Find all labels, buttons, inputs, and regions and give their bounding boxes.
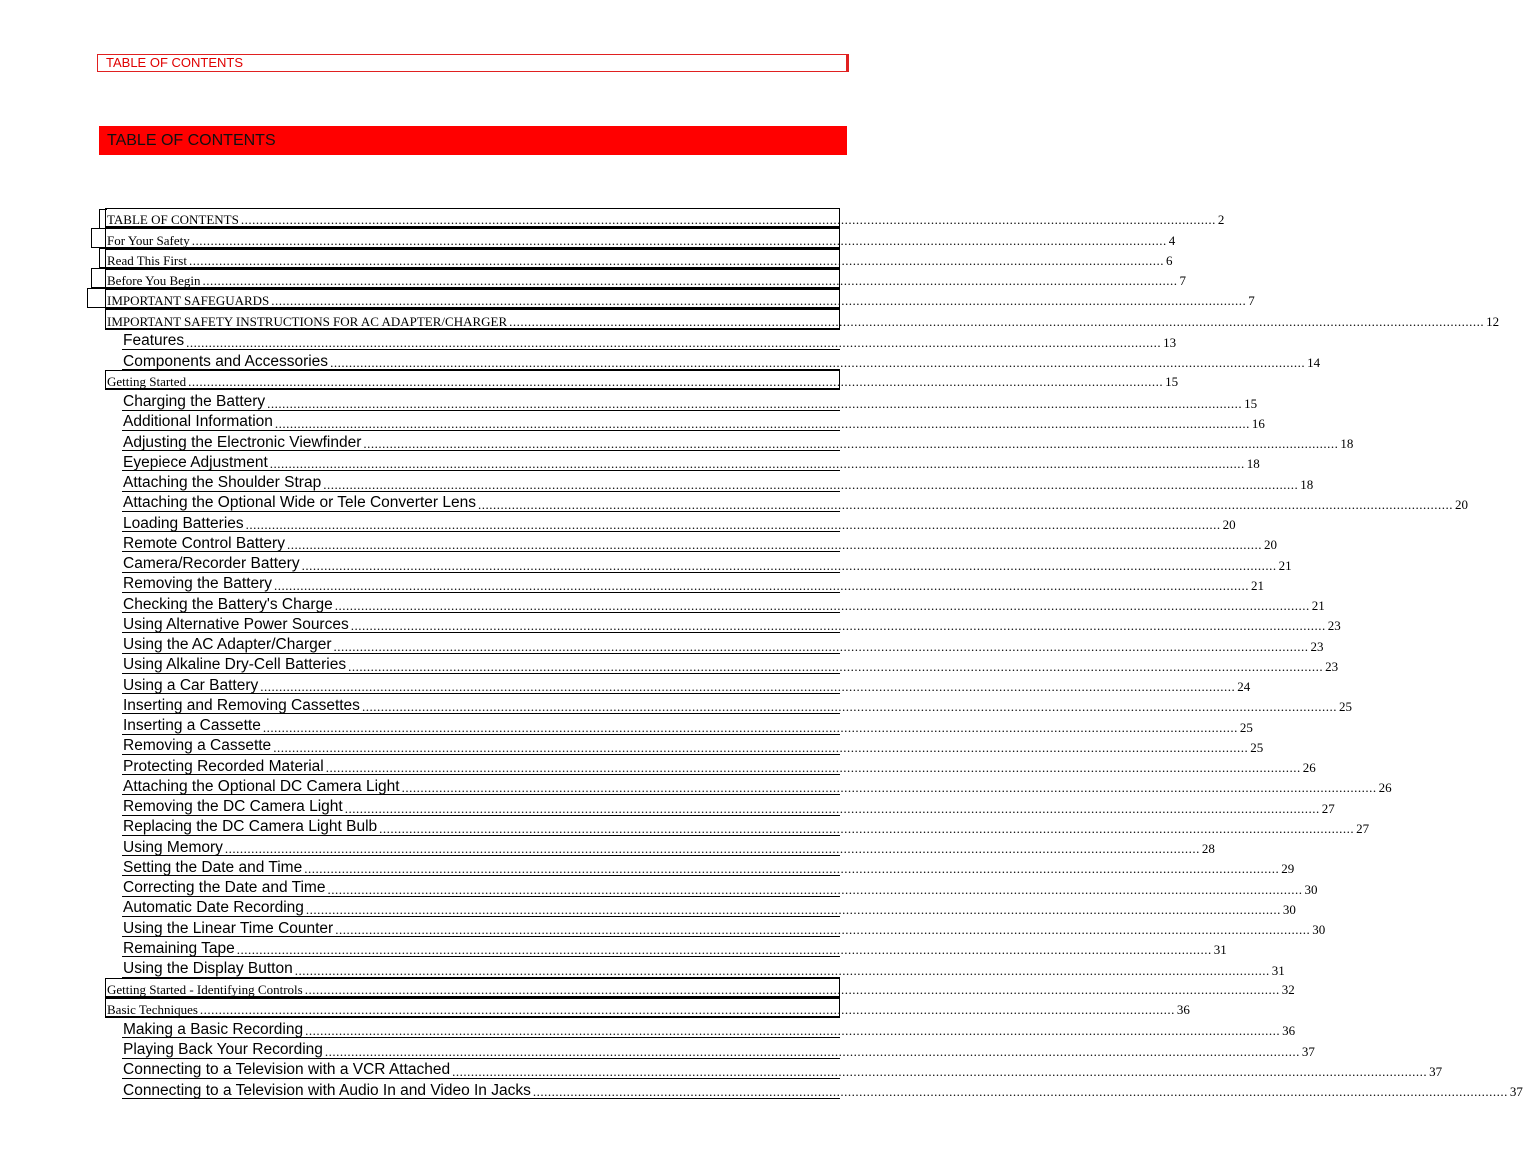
toc-page-number: 31 — [1213, 942, 1227, 958]
toc-dot-leader: .................................................................................................................................................................................................................................................................... — [323, 476, 1299, 492]
toc-entry[interactable] — [105, 289, 1255, 309]
toc-page-number: 20 — [1454, 496, 1468, 512]
toc-entry-label: IMPORTANT SAFEGUARDS — [107, 293, 270, 309]
toc-entry-label: Getting Started - Identifying Controls — [107, 981, 303, 997]
toc-entry-label: Removing a Cassette — [123, 737, 272, 755]
toc-dot-leader: .................................................................................................................................................................................................................................................................... — [304, 861, 1280, 877]
toc-entry[interactable] — [105, 228, 1176, 248]
toc-dot-leader: .................................................................................................................................................................................................................................................................... — [452, 1063, 1428, 1079]
toc-entry[interactable] — [122, 917, 1326, 937]
toc-page-number: 18 — [1300, 476, 1314, 492]
toc-dot-leader: .................................................................................................................................................................................................................................................................... — [186, 334, 1162, 350]
toc-entry-label: Attaching the Optional Wide or Tele Converter Lens — [123, 494, 476, 512]
toc-dot-leader: .................................................................................................................................................................................................................................................................... — [330, 355, 1306, 370]
toc-entry[interactable] — [122, 735, 1264, 755]
toc-entry[interactable] — [122, 471, 1314, 492]
toc-entry[interactable] — [122, 492, 1468, 512]
toc-page-number: 21 — [1278, 557, 1292, 573]
toc-entry-label: Additional Information — [123, 413, 273, 431]
toc-entry[interactable] — [122, 937, 1227, 958]
toc-entry-label: Protecting Recorded Material — [123, 757, 324, 775]
toc-dot-leader: .................................................................................................................................................................................................................................................................... — [327, 881, 1303, 897]
toc-page-number: 36 — [1176, 1002, 1190, 1017]
toc-entry[interactable] — [122, 593, 1325, 613]
toc-entry-label: Playing Back Your Recording — [123, 1041, 323, 1058]
toc-page-number: 23 — [1310, 638, 1324, 654]
toc-page-number: 29 — [1281, 861, 1295, 877]
toc-entry-label: Inserting a Cassette — [123, 717, 261, 734]
toc-page-number: 12 — [1486, 313, 1500, 329]
toc-entry-label: Using the AC Adapter/Charger — [123, 636, 332, 653]
toc-dot-leader: .................................................................................................................................................................................................................................................................... — [379, 820, 1355, 836]
toc-entry-label: Attaching the Optional DC Camera Light — [123, 777, 400, 795]
toc-entry[interactable] — [122, 714, 1253, 735]
toc-entry[interactable] — [122, 775, 1392, 796]
toc-entry[interactable] — [122, 836, 1215, 856]
toc-entry-label: Remaining Tape — [123, 939, 235, 957]
toc-page-number: 37 — [1509, 1084, 1523, 1099]
toc-entry-label: Basic Techniques — [107, 1002, 198, 1017]
toc-entry[interactable] — [122, 1018, 1296, 1039]
toc-dot-leader: .................................................................................................................................................................................................................................................................... — [324, 1043, 1300, 1059]
toc-dot-leader: .................................................................................................................................................................................................................................................................... — [274, 577, 1250, 593]
toc-page-number: 31 — [1271, 962, 1285, 978]
toc-dot-leader: .................................................................................................................................................................................................................................................................... — [305, 1023, 1281, 1039]
toc-entry-label: Eyepiece Adjustment — [123, 453, 268, 471]
toc-page-number: 26 — [1378, 780, 1392, 796]
toc-page-number: 15 — [1165, 374, 1179, 390]
toc-entry-label: Adjusting the Electronic Viewfinder — [123, 433, 362, 451]
toc-dot-leader: .................................................................................................................................................................................................................................................................... — [350, 618, 1326, 634]
section-banner: TABLE OF CONTENTS — [99, 126, 847, 155]
toc-dot-leader: .................................................................................................................................................................................................................................................................... — [269, 456, 1245, 472]
toc-entry-label: Components and Accessories — [123, 352, 329, 370]
toc-entry-label: Using Memory — [123, 838, 223, 856]
toc-entry-label: Loading Batteries — [123, 514, 244, 532]
toc-page-number: 30 — [1312, 922, 1326, 937]
toc-entry[interactable] — [105, 208, 1225, 228]
toc-entry[interactable] — [105, 978, 1295, 998]
toc-page-number: 23 — [1325, 658, 1339, 674]
toc-dot-leader: .................................................................................................................................................................................................................................................................... — [335, 922, 1311, 937]
toc-entry[interactable] — [122, 573, 1265, 593]
toc-entry-label: Using Alternative Power Sources — [123, 615, 349, 633]
toc-entry[interactable] — [122, 613, 1341, 634]
toc-dot-leader: .................................................................................................................................................................................................................................................................... — [188, 374, 1164, 390]
toc-entry-label: Attaching the Shoulder Strap — [123, 474, 322, 491]
toc-dot-leader: .................................................................................................................................................................................................................................................................... — [344, 800, 1320, 816]
toc-page-number: 4 — [1168, 232, 1176, 248]
toc-dot-leader: .................................................................................................................................................................................................................................................................... — [334, 598, 1310, 613]
toc-page-number: 23 — [1327, 618, 1341, 634]
toc-page-number: 7 — [1248, 293, 1255, 309]
toc-page-number: 16 — [1251, 415, 1265, 431]
toc-dot-leader: .................................................................................................................................................................................................................................................................... — [240, 212, 1216, 228]
toc-dot-leader: .................................................................................................................................................................................................................................................................... — [273, 739, 1249, 755]
toc-entry-label: Removing the Battery — [123, 575, 273, 593]
toc-entry-label: Connecting to a Television with Audio In and Video In Jacks — [123, 1081, 531, 1099]
toc-entry[interactable] — [122, 390, 1258, 411]
toc-page-number: 2 — [1217, 212, 1225, 228]
toc-entry[interactable] — [122, 755, 1316, 775]
toc-entry-label: For Your Safety — [107, 232, 190, 248]
toc-page-number: 36 — [1282, 1023, 1296, 1039]
toc-page-number: 25 — [1338, 699, 1352, 715]
toc-dot-leader: .................................................................................................................................................................................................................................................................... — [301, 557, 1277, 573]
toc-dot-leader: .................................................................................................................................................................................................................................................................... — [477, 496, 1453, 512]
toc-entry-label: Connecting to a Television with a VCR Attached — [123, 1061, 451, 1079]
toc-page-number: 27 — [1356, 820, 1370, 836]
toc-entry[interactable] — [122, 633, 1324, 654]
toc-entry[interactable] — [105, 998, 1190, 1018]
toc-entry[interactable] — [122, 1059, 1443, 1079]
toc-dot-leader: .................................................................................................................................................................................................................................................................... — [348, 658, 1324, 674]
toc-entry[interactable] — [122, 856, 1295, 877]
toc-entry-label: Remote Control Battery — [123, 534, 285, 552]
toc-page-number: 30 — [1282, 901, 1296, 917]
toc-dot-leader: .................................................................................................................................................................................................................................................................... — [267, 395, 1243, 411]
toc-page-number: 24 — [1237, 679, 1251, 694]
toc-dot-leader: .................................................................................................................................................................................................................................................................... — [191, 232, 1167, 248]
toc-entry-label: TABLE OF CONTENTS — [107, 212, 239, 228]
toc-dot-leader: .................................................................................................................................................................................................................................................................... — [363, 436, 1339, 451]
toc-page-number: 18 — [1340, 436, 1354, 451]
toc-entry-label: Inserting and Removing Cassettes — [123, 696, 360, 714]
toc-entry[interactable] — [122, 694, 1352, 715]
toc-dot-leader: .................................................................................................................................................................................................................................................................... — [361, 699, 1337, 715]
toc-entry[interactable] — [122, 431, 1354, 451]
toc-page-number: 13 — [1163, 334, 1177, 350]
toc-entry[interactable] — [122, 512, 1236, 532]
toc-entry-label: Making a Basic Recording — [123, 1020, 304, 1038]
toc-entry[interactable] — [122, 330, 1177, 350]
toc-entry[interactable] — [122, 654, 1339, 674]
toc-page-number: 32 — [1281, 981, 1295, 997]
toc-dot-leader: .................................................................................................................................................................................................................................................................... — [325, 760, 1301, 775]
toc-entry-label: Using Alkaline Dry-Cell Batteries — [123, 656, 347, 674]
toc-page-number: 25 — [1239, 719, 1253, 735]
toc-dot-leader: .................................................................................................................................................................................................................................................................... — [509, 313, 1485, 329]
toc-dot-leader: .................................................................................................................................................................................................................................................................... — [304, 981, 1280, 997]
toc-entry-label: Replacing the DC Camera Light Bulb — [123, 818, 378, 836]
toc-entry-label: Using the Display Button — [123, 960, 293, 977]
toc-entry-label: Getting Started — [107, 374, 187, 390]
toc-dot-leader: .................................................................................................................................................................................................................................................................... — [294, 962, 1270, 978]
toc-page-number: 30 — [1304, 881, 1318, 897]
toc-dot-leader: .................................................................................................................................................................................................................................................................... — [202, 273, 1178, 288]
toc-entry-label: Read This First — [107, 252, 187, 268]
toc-entry[interactable] — [122, 876, 1318, 897]
toc-dot-leader: .................................................................................................................................................................................................................................................................... — [262, 719, 1238, 735]
page-header-title: TABLE OF CONTENTS — [97, 54, 849, 72]
toc-entry-label: Setting the Date and Time — [123, 858, 303, 876]
toc-dot-leader: .................................................................................................................................................................................................................................................................... — [260, 679, 1236, 694]
toc-page-number: 25 — [1250, 739, 1264, 755]
toc-entry-label: Checking the Battery's Charge — [123, 595, 333, 613]
toc-dot-leader: .................................................................................................................................................................................................................................................................... — [224, 841, 1200, 856]
toc-page-number: 7 — [1179, 273, 1187, 288]
toc-entry-label: Using the Linear Time Counter — [123, 919, 334, 937]
toc-entry-label: Charging the Battery — [123, 393, 266, 410]
toc-page-number: 14 — [1307, 355, 1321, 370]
toc-page-number: 21 — [1311, 598, 1325, 613]
toc-entry-label: Automatic Date Recording — [123, 899, 304, 917]
toc-dot-leader: .................................................................................................................................................................................................................................................................... — [271, 293, 1247, 309]
toc-entry-label: IMPORTANT SAFETY INSTRUCTIONS FOR AC ADAPTER/CHARGER — [107, 313, 508, 329]
toc-entry-label: Using a Car Battery — [123, 676, 259, 694]
toc-page-number: 27 — [1321, 800, 1335, 816]
toc-entry[interactable] — [122, 552, 1292, 573]
toc-page-number: 18 — [1246, 456, 1260, 472]
toc-entry[interactable] — [122, 957, 1285, 978]
toc-entry[interactable] — [105, 269, 1187, 289]
toc-dot-leader: .................................................................................................................................................................................................................................................................... — [274, 415, 1250, 431]
toc-entry-label: Before You Begin — [107, 273, 201, 288]
toc-entry[interactable] — [122, 795, 1335, 816]
toc-dot-leader: .................................................................................................................................................................................................................................................................... — [236, 942, 1212, 958]
toc-dot-leader: .................................................................................................................................................................................................................................................................... — [188, 252, 1164, 268]
toc-entry[interactable] — [122, 897, 1296, 917]
toc-page-number: 26 — [1302, 760, 1316, 775]
toc-page-number: 15 — [1244, 395, 1258, 411]
toc-entry[interactable] — [122, 350, 1321, 370]
toc-page-number: 6 — [1165, 252, 1173, 268]
toc-entry[interactable] — [105, 249, 1173, 269]
toc-dot-leader: .................................................................................................................................................................................................................................................................... — [333, 638, 1309, 654]
toc-page-number: 37 — [1429, 1063, 1443, 1079]
toc-dot-leader: .................................................................................................................................................................................................................................................................... — [305, 901, 1281, 917]
toc-entry[interactable] — [105, 309, 1500, 329]
toc-dot-leader: .................................................................................................................................................................................................................................................................... — [245, 517, 1221, 532]
toc-entry-label: Features — [123, 332, 185, 350]
toc-entry-label: Removing the DC Camera Light — [123, 798, 343, 815]
toc-dot-leader: .................................................................................................................................................................................................................................................................... — [286, 537, 1262, 553]
toc-entry[interactable] — [122, 1079, 1523, 1099]
toc-entry[interactable] — [122, 816, 1370, 836]
toc-page-number: 37 — [1301, 1043, 1315, 1059]
toc-page-number: 20 — [1222, 517, 1236, 532]
toc-dot-leader: .................................................................................................................................................................................................................................................................... — [532, 1084, 1508, 1099]
toc-dot-leader: .................................................................................................................................................................................................................................................................... — [199, 1002, 1175, 1017]
toc-entry[interactable] — [105, 370, 1179, 390]
toc-entry-label: Correcting the Date and Time — [123, 879, 326, 896]
toc-page-number: 28 — [1201, 841, 1215, 856]
toc-page-number: 21 — [1251, 577, 1265, 593]
toc-entry[interactable] — [122, 451, 1260, 472]
toc-entry[interactable] — [122, 674, 1251, 694]
toc-page-number: 20 — [1263, 537, 1277, 553]
toc-entry[interactable] — [122, 532, 1277, 553]
toc-entry-label: Camera/Recorder Battery — [123, 555, 300, 572]
toc-entry[interactable] — [122, 411, 1265, 431]
toc-entry[interactable] — [122, 1038, 1315, 1059]
toc-dot-leader: .................................................................................................................................................................................................................................................................... — [401, 780, 1377, 796]
